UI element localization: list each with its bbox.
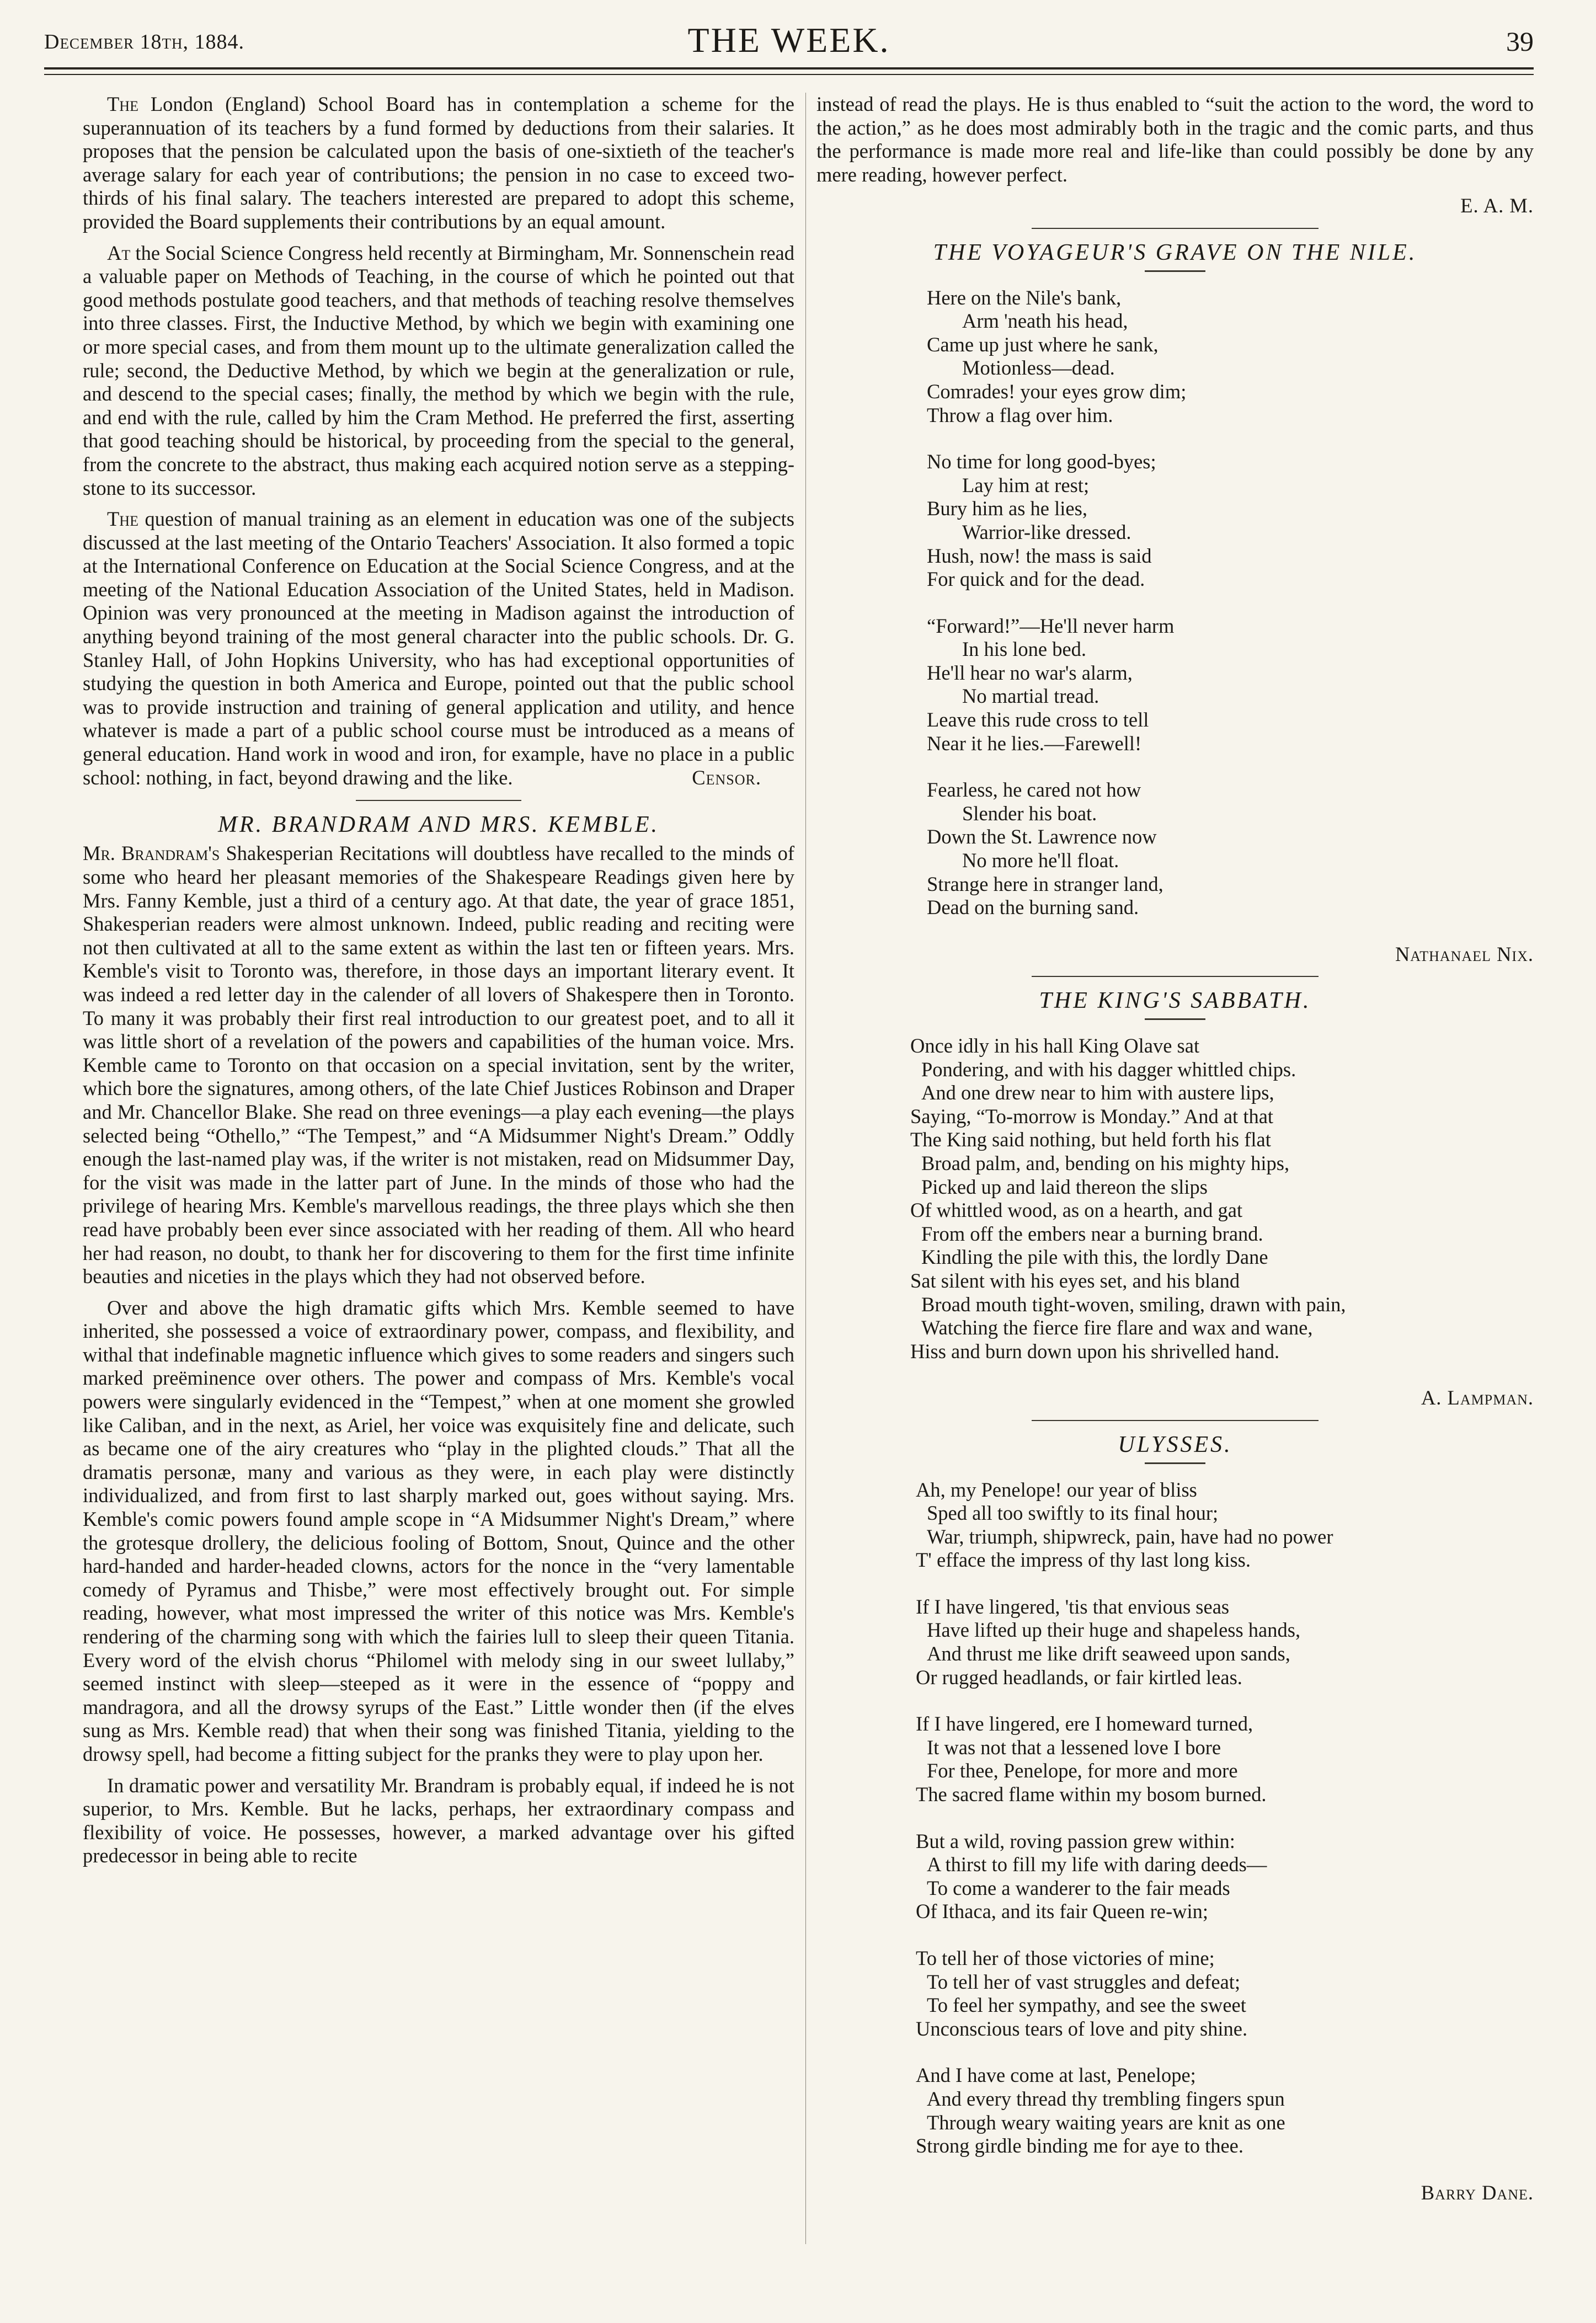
- poem-line: And thrust me like drift seaweed upon sands,: [927, 1642, 1290, 1665]
- poem-line: He'll hear no war's alarm,: [927, 661, 1133, 684]
- poem-line: Strange here in stranger land,: [927, 872, 1163, 895]
- poem-line: To come a wanderer to the fair meads: [927, 1876, 1230, 1899]
- poem-line: Through weary waiting years are knit as one: [927, 2111, 1285, 2134]
- stanza: [916, 1947, 1534, 2041]
- poem-line: And one drew near to him with austere lips,: [921, 1081, 1274, 1104]
- poem-line: Lay him at rest;: [962, 473, 1090, 496]
- stanza: [916, 1830, 1534, 1924]
- poem-title-kings-sabbath: THE KING'S SABBATH.: [1039, 988, 1311, 1014]
- poem-line: And I have come at last, Penelope;: [916, 2064, 1196, 2087]
- poem-line: Came up just where he sank,: [927, 333, 1159, 356]
- right-column: [816, 93, 1534, 2212]
- poem-line: A thirst to fill my life with daring deeds—: [927, 1853, 1267, 1876]
- poem-line: Leave this rude cross to tell: [927, 708, 1149, 731]
- poem-line: Slender his boat.: [962, 802, 1097, 825]
- poem-title-ulysses: ULYSSES.: [1118, 1432, 1232, 1457]
- stanza: [910, 1034, 1534, 1363]
- poem-line: War, triumph, shipwreck, pain, have had no power: [927, 1525, 1333, 1548]
- paragraph-manual-training: [83, 508, 794, 789]
- poem-line: Saying, “To-morrow is Monday.” And at that: [910, 1104, 1274, 1128]
- poem-line: Pondering, and with his dagger whittled chips.: [921, 1058, 1296, 1081]
- signature-lampman: A. Lampman.: [1421, 1386, 1534, 1409]
- poem-line: Or rugged headlands, or fair kirtled leas.: [916, 1665, 1242, 1689]
- poem-line: Of whittled wood, as on a hearth, and gat: [910, 1199, 1243, 1222]
- poem-line: From off the embers near a burning brand.: [921, 1222, 1263, 1245]
- left-column: [83, 93, 794, 1876]
- paragraph-kemble-continued: instead of read the plays. He is thus enabled to “suit the action to the word, the word to the action,” as he does most admirably both in the tragic and the comic parts, and thus the performance is made more real and life-like than could possibly be done by any mere reading, however perfect.: [816, 93, 1534, 186]
- poem-line: “Forward!”—He'll never harm: [927, 614, 1175, 637]
- section-divider: [1032, 1420, 1319, 1421]
- poem-line: Dead on the burning sand.: [927, 896, 1139, 919]
- poem-line: But a wild, roving passion grew within:: [916, 1829, 1235, 1852]
- poem-line: No more he'll float.: [962, 849, 1119, 872]
- header-rule: [44, 67, 1534, 70]
- poem-line: Throw a flag over him.: [927, 403, 1113, 426]
- poem-line: If I have lingered, ere I homeward turned,: [916, 1712, 1253, 1735]
- poem-line: For quick and for the dead.: [927, 568, 1145, 591]
- poem-line: For thee, Penelope, for more and more: [927, 1759, 1238, 1782]
- stanza: [927, 286, 1534, 428]
- poem-voyageur: [927, 286, 1534, 920]
- paragraph-kemble-3: In dramatic power and versatility Mr. Brandram is probably equal, if indeed he is not superior, to Mrs. Kemble. But he lacks, perhaps, her extraordinary compass and flexibility of voice. He possesses, however, a marked advantage over his gifted predecessor in being able to recite: [83, 1774, 794, 1867]
- poem-line: Hush, now! the mass is said: [927, 544, 1152, 567]
- poem-line: T' efface the impress of thy last long kiss.: [916, 1548, 1251, 1572]
- poem-title-voyageur: THE VOYAGEUR'S GRAVE ON THE NILE.: [933, 239, 1417, 265]
- signature-censor: Censor.: [692, 766, 761, 789]
- paragraph-text: Shakesperian Recitations will doubtless have recalled to the minds of some who heard her pleasant memories of the Shakespeare Readings given here by Mrs. Fanny Kemble, just a third of a century ago. At that date, the year of grace 1851, Shakesperian readers were almost unknown. Indeed, public reading and reciting were not then cultivated at all to the same extent as within the last ten or fifteen years. Mrs. Kemble's visit to Toronto was, therefore, in those days an important literary event. It was indeed a red letter day in the calender of all lovers of Shakespere then in Toronto. To many it was probably their first real introduction to our greatest poet, and to all it was little short of a revelation of the powers and capabilities of the human voice. Mrs. Kemble came to Toronto on that occasion on a special invitation, sent by the writer, which bore the signatures, among others, of the late Chief Justices Robinson and Draper and Mr. Chancellor Blake. She read on three evenings—a play each evening—the plays selected being “Othello,” “The Tempest,” and “A Midsummer Night's Dream.” Oddly enough the last-named play was, if the writer is not mistaken, read on Midsummer Day, for the visit was made in the latter part of June. In the minds of those who had the privilege of hearing Mrs. Kemble's marvellous readings, the three plays which she then read have probably been ever since associated with her reading of them. All who heard her had reason, no doubt, to thank her for discovering to them for the first time infinite beauties and niceties in the plays which they had not observed before.: [83, 842, 794, 1288]
- poem-line: Watching the fierce fire flare and wax and wane,: [921, 1316, 1313, 1339]
- stanza: [927, 615, 1534, 756]
- poem-line: Sped all too swiftly to its final hour;: [927, 1502, 1219, 1525]
- paragraph-text: the Social Science Congress held recently at Birmingham, Mr. Sonnenschein read a valuable paper on Methods of Teaching, in the course of which he pointed out that good methods postulate good teachers, and that methods of teaching resolve themselves into three classes. First, the Inductive Method, by which we begin with examining one or more special cases, and from them mount up to the ultimate generalization called the rule; second, the Deductive Method, by which we begin at the generalization or rule, and descend to the special cases; finally, the method by which we begin with the rule, and end with the rule, called by him the Cram Method. He preferred the first, asserting that good teaching should be historical, by proceeding from the special to the general, from the concrete to the abstract, thus making each acquired notion serve as a stepping-stone to its successor.: [83, 241, 794, 499]
- paragraph-kemble-1: [83, 842, 794, 1288]
- stanza: [916, 1595, 1534, 1689]
- signature-dane: Barry Dane.: [1421, 2181, 1534, 2204]
- paragraph-social-science-congress: [83, 242, 794, 500]
- poem-ulysses: [916, 1478, 1534, 2158]
- poem-line: Once idly in his hall King Olave sat: [910, 1034, 1200, 1057]
- poem-line: And every thread thy trembling fingers spun: [927, 2087, 1285, 2110]
- paragraph-kemble-2: Over and above the high dramatic gifts which Mrs. Kemble seemed to have inherited, she possessed a voice of extraordinary power, compass, and flexibility, and withal that indefinable magnetic influence which gives to some readers and singers such marked preëminence over others. The power and compass of Mrs. Kemble's vocal powers were singularly evidenced in the “Tempest,” when at one moment she growled like Caliban, and in the next, as Ariel, her voice was exquisitely fine and delicate, such as became one of the airy creatures who “play in the plighted clouds.” That all the dramatis personæ, many and various as they were, in each play were distinctly individualized, and from first to last sharply marked out, goes without saying. Mrs. Kemble's comic powers found ample scope in “A Midsummer Night's Dream,” where the grotesque drollery, the delicious fooling of Bottom, Snout, Quince and the other hard-handed and harder-headed clowns, actors for the nonce in the “very lamentable comedy of Pyramus and Thisbe,” were most effectively brought out. For simple reading, however, what most impressed the writer of this notice was Mrs. Kemble's rendering of the charming song with which the fairies lull to sleep their queen Titania. Every word of the elvish chorus “Philomel with melody sing in our sweet lullaby,” seemed instinct with sleep—steeped as it were in the essence of “poppy and mandragora, and all the drowsy syrups of the East.” Little wonder then (if the elves sung as Mrs. Kemble read) that when their song was finished Titania, yielding to the drowsy spell, had become a fitting subject for the pranks they were to play upon her.: [83, 1296, 794, 1765]
- page-header: [44, 20, 1534, 65]
- poem-kings-sabbath: [910, 1034, 1534, 1363]
- lead-word: Mr. Brandram's: [83, 842, 220, 865]
- poem-line: Warrior-like dressed.: [962, 520, 1131, 543]
- poem-line: Here on the Nile's bank,: [927, 286, 1122, 309]
- stanza: [916, 1478, 1534, 1572]
- signature-eam: E. A. M.: [1460, 194, 1534, 217]
- poem-line: No time for long good-byes;: [927, 450, 1156, 473]
- article-title-kemble: MR. BRANDRAM AND MRS. KEMBLE.: [218, 811, 659, 837]
- poem-line: It was not that a lessened love I bore: [927, 1735, 1221, 1759]
- poem-line: Picked up and laid thereon the slips: [921, 1175, 1208, 1198]
- poem-line: Down the St. Lawrence now: [927, 825, 1157, 848]
- title-rule: [1145, 1018, 1205, 1020]
- paragraph-school-board: [83, 93, 794, 234]
- poem-line: Hiss and burn down upon his shrivelled hand.: [910, 1339, 1280, 1363]
- poem-line: Bury him as he lies,: [927, 497, 1087, 520]
- poem-line: Comrades! your eyes grow dim;: [927, 380, 1187, 403]
- poem-line: Kindling the pile with this, the lordly Dane: [921, 1246, 1268, 1269]
- section-divider: [1032, 228, 1319, 229]
- page-number: 39: [1506, 26, 1534, 57]
- paragraph-text: question of manual training as an element in education was one of the subjects discussed at the last meeting of the Ontario Teachers' Association. It also formed a topic at the International Conference on Education at the Social Science Congress, and at the meeting of the National Education Association of the United States, held in Madison. Opinion was very pronounced at the meeting in Madison against the introduction of anything beyond training of the most general character into the public schools. Dr. G. Stanley Hall, of John Hopkins University, who has had exceptional opportunities of studying the question in both America and Europe, pointed out that the public school was to provide instruction and training of general application and utility, and hence whatever is made a part of a public school course must be introduced as a means of general education. Hand work in wood and iron, for example, have no place in a public school: nothing, in fact, beyond drawing and the like.: [83, 508, 794, 789]
- lead-word: The: [107, 508, 138, 531]
- poem-line: Unconscious tears of love and pity shine.: [916, 2017, 1248, 2040]
- poem-line: Fearless, he cared not how: [927, 778, 1141, 802]
- poem-line: Strong girdle binding me for aye to thee.: [916, 2134, 1243, 2158]
- poem-line: Broad mouth tight-woven, smiling, drawn with pain,: [921, 1293, 1346, 1316]
- poem-line: The sacred flame within my bosom burned.: [916, 1783, 1267, 1806]
- header-rule-thin: [44, 74, 1534, 75]
- poem-line: If I have lingered, 'tis that envious seas: [916, 1595, 1230, 1618]
- masthead-title: THE WEEK.: [687, 20, 890, 60]
- poem-line: In his lone bed.: [962, 638, 1087, 661]
- poem-line: Ah, my Penelope! our year of bliss: [916, 1478, 1197, 1501]
- poem-line: Arm 'neath his head,: [962, 309, 1128, 333]
- lead-word: At: [107, 241, 131, 264]
- issue-date: December 18th, 1884.: [44, 30, 244, 54]
- poem-line: Of Ithaca, and its fair Queen re-win;: [916, 1900, 1209, 1923]
- signature-nix: Nathanael Nix.: [1395, 942, 1534, 965]
- poem-line: Sat silent with his eyes set, and his bland: [910, 1269, 1240, 1292]
- poem-line: To feel her sympathy, and see the sweet: [927, 1994, 1246, 2017]
- poem-line: To tell her of vast struggles and defeat;: [927, 1970, 1241, 1993]
- title-rule: [1145, 270, 1205, 272]
- title-rule: [1145, 1462, 1205, 1464]
- paragraph-text: London (England) School Board has in contemplation a scheme for the superannuation of its teachers by a fund formed by deductions from their salaries. It proposes that the pension be calculated upon the basis of one-sixtieth of the teacher's average salary for each year of contributions; the pension in no case to exceed two-thirds of his final salary. The teachers interested are prepared to adopt this scheme, provided the Board supplements their contributions by an equal amount.: [83, 93, 794, 233]
- poem-line: No martial tread.: [962, 685, 1099, 708]
- section-divider: [1032, 976, 1319, 977]
- lead-word: The: [107, 93, 138, 115]
- section-divider: [356, 800, 521, 801]
- poem-line: Motionless—dead.: [962, 356, 1115, 380]
- poem-line: Near it he lies.—Farewell!: [927, 731, 1142, 755]
- poem-line: Broad palm, and, bending on his mighty hips,: [921, 1151, 1290, 1174]
- stanza: [916, 1712, 1534, 1806]
- poem-line: To tell her of those victories of mine;: [916, 1947, 1215, 1969]
- poem-line: The King said nothing, but held forth his flat: [910, 1128, 1271, 1151]
- column-divider: [805, 93, 806, 2244]
- stanza: [927, 450, 1534, 591]
- stanza: [916, 2064, 1534, 2158]
- stanza: [927, 778, 1534, 920]
- poem-line: Have lifted up their huge and shapeless hands,: [927, 1619, 1301, 1642]
